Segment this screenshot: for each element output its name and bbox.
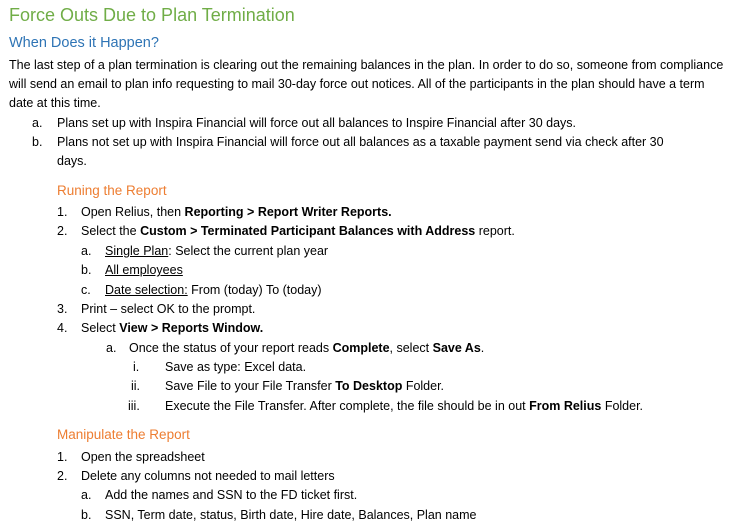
roman-item: Save as type: Excel data. — [165, 360, 307, 374]
sub-marker: a. — [81, 244, 92, 258]
sub-marker: a. — [81, 488, 92, 502]
sub-marker: b. — [81, 263, 92, 277]
section-heading-report: Runing the Report — [57, 183, 167, 198]
step-2: Delete any columns not needed to mail letters — [81, 469, 335, 483]
sub-item: Once the status of your report reads Complete, select Save As. — [129, 341, 485, 355]
section-heading-manipulate: Manipulate the Report — [57, 427, 190, 442]
sub-item: All employees — [105, 263, 183, 277]
sub-item: Date selection: From (today) To (today) — [105, 283, 322, 297]
section-heading-when: When Does it Happen? — [9, 35, 159, 51]
step-marker: 1. — [57, 450, 68, 464]
step-marker: 1. — [57, 205, 68, 219]
step-marker: 2. — [57, 224, 68, 238]
list-marker: b. — [32, 135, 43, 149]
roman-item: Execute the File Transfer. After complete, the file should be in out From Relius Folder. — [165, 399, 644, 413]
sub-item: SSN, Term date, status, Birth date, Hire date, Balances, Plan name — [105, 508, 477, 522]
sub-marker: a. — [106, 341, 117, 355]
step-1: Open Relius, then Reporting > Report Writer Reports. — [81, 205, 392, 219]
roman-marker: ii. — [131, 379, 141, 393]
list-marker: a. — [32, 116, 43, 130]
roman-marker: i. — [133, 360, 140, 374]
step-marker: 2. — [57, 469, 68, 483]
step-3: Print – select OK to the prompt. — [81, 302, 256, 316]
list-item: Plans set up with Inspira Financial will force out all balances to Inspire Financial after 30 days. — [57, 116, 577, 130]
intro-paragraph: The last step of a plan termination is clearing out the remaining balances in the plan. In order to do so, someone from compliance will send an email to plan info requesting to mail 30-day force out notices. All of the participants in the plan should have a term date at this time. — [9, 58, 724, 110]
step-marker: 4. — [57, 321, 68, 335]
roman-marker: iii. — [128, 399, 140, 413]
sub-marker: c. — [81, 283, 91, 297]
page-title: Force Outs Due to Plan Termination — [9, 5, 295, 25]
roman-item: Save File to your File Transfer To Desktop Folder. — [165, 379, 445, 393]
step-1: Open the spreadsheet — [81, 450, 205, 464]
list-item-line: days. — [57, 154, 87, 168]
sub-marker: b. — [81, 508, 92, 522]
sub-item: Single Plan: Select the current plan year — [105, 244, 329, 258]
step-2: Select the Custom > Terminated Participant Balances with Address report. — [81, 224, 515, 238]
step-4: Select View > Reports Window. — [81, 321, 264, 335]
sub-item: Add the names and SSN to the FD ticket first. — [105, 488, 358, 502]
list-item-line: Plans not set up with Inspira Financial will force out all balances as a taxable payment send via check after 30 — [57, 135, 664, 149]
step-marker: 3. — [57, 302, 68, 316]
